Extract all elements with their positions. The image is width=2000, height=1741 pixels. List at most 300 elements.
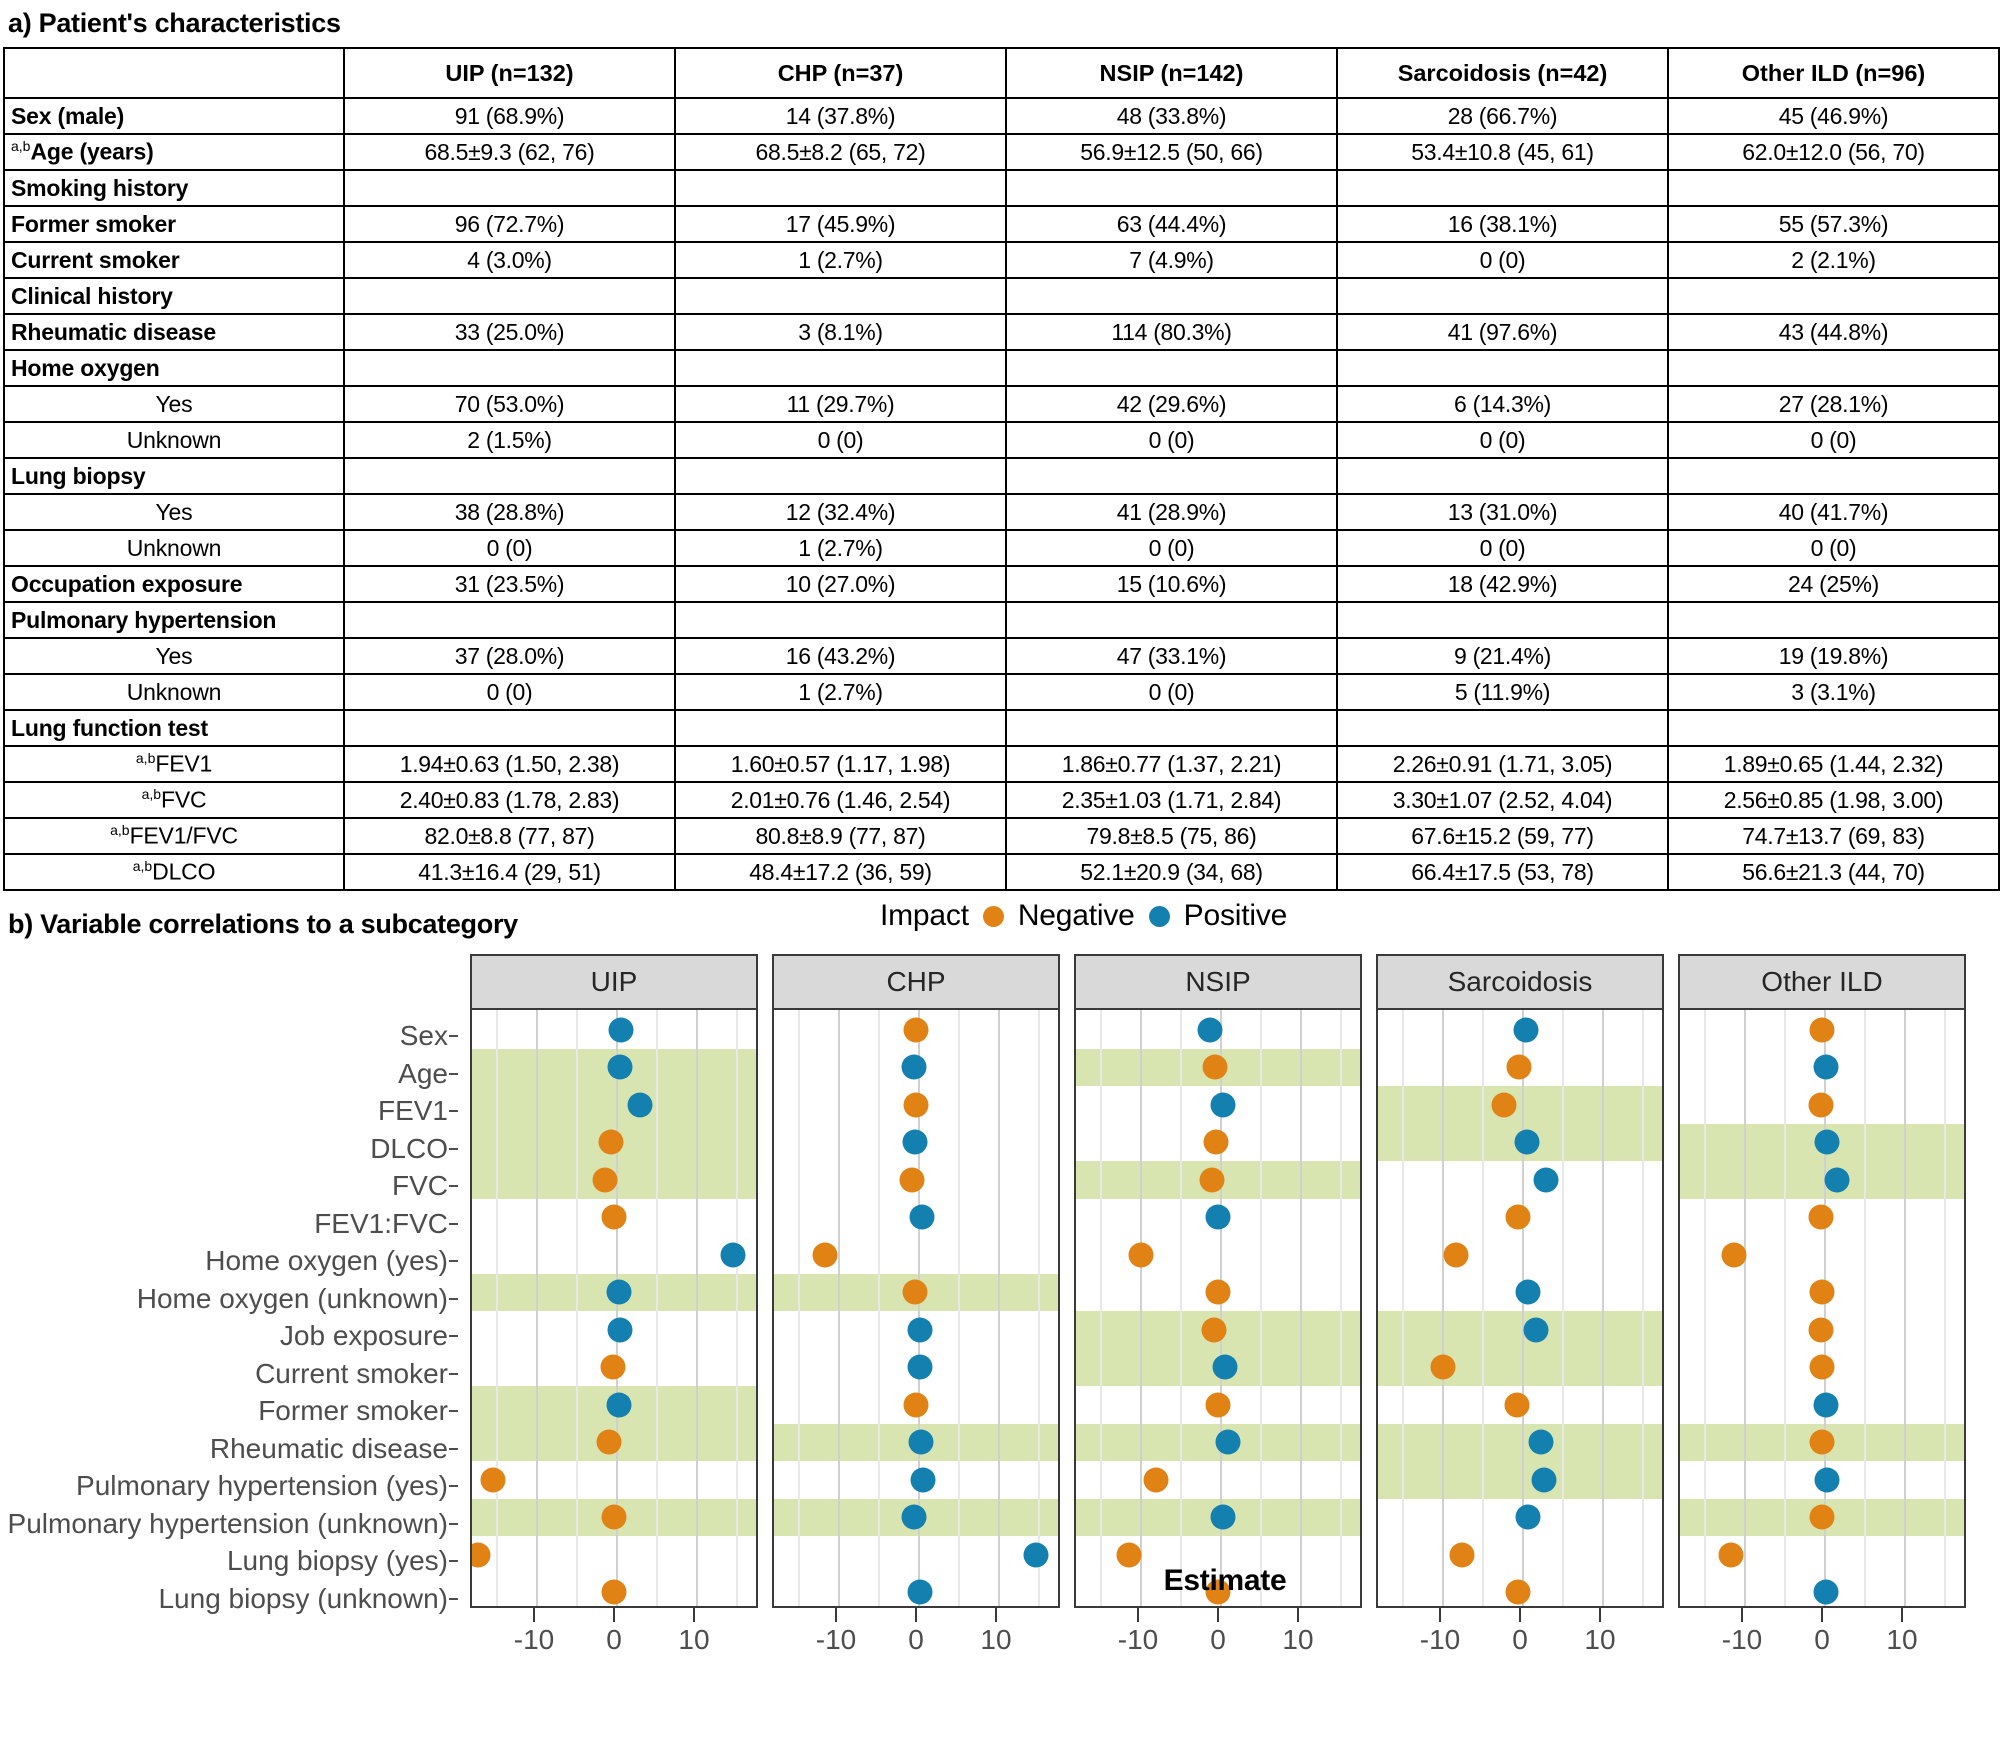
panel-b-title: b) Variable correlations to a subcategory (8, 909, 518, 939)
data-point (1506, 1205, 1531, 1230)
grid-line (798, 1010, 800, 1606)
table-cell (675, 710, 1006, 746)
data-point (1814, 1392, 1839, 1417)
data-point (1809, 1505, 1834, 1530)
row-label (4, 494, 344, 530)
y-axis-label: Sex (0, 1017, 462, 1055)
x-axis-tick (693, 1608, 695, 1622)
table-row (4, 458, 1999, 494)
row-label-text: FEV1 (155, 750, 213, 777)
grid-line (1864, 1010, 1866, 1606)
x-axis-tick-labels (1376, 1624, 1664, 1664)
data-point (1204, 1130, 1229, 1155)
table-header (4, 48, 1999, 98)
row-label (4, 458, 344, 494)
table-cell (675, 278, 1006, 314)
table-cell: 91 (68.9%) (344, 98, 675, 134)
data-point (902, 1055, 927, 1080)
table-cell: 1.89±0.65 (1.44, 2.32) (1668, 746, 1999, 782)
x-axis-tick-label: 0 (1512, 1624, 1528, 1655)
table-cell: 0 (0) (1006, 530, 1337, 566)
facet-plot-area (1678, 1008, 1966, 1608)
table-cell: 63 (44.4%) (1006, 206, 1337, 242)
data-point (903, 1092, 928, 1117)
table-cell (1337, 602, 1668, 638)
data-point (1809, 1280, 1834, 1305)
row-label-text: Current smoker (11, 246, 180, 273)
table-cell (675, 350, 1006, 386)
row-label (4, 386, 344, 422)
data-point (1444, 1242, 1469, 1267)
row-label-text: Yes (155, 498, 193, 525)
grid-line (1038, 1010, 1040, 1606)
table-cell: 79.8±8.5 (75, 86) (1006, 818, 1337, 854)
row-label-text: Clinical history (11, 282, 173, 309)
table-cell: 5 (11.9%) (1337, 674, 1668, 710)
data-point (910, 1205, 935, 1230)
data-point (1808, 1092, 1833, 1117)
x-axis-tick (1519, 1608, 1521, 1622)
table-cell: 10 (27.0%) (675, 566, 1006, 602)
data-point (599, 1130, 624, 1155)
data-point (1534, 1167, 1559, 1192)
table-header-row (4, 48, 1999, 98)
impact-legend (880, 899, 1287, 933)
table-cell: 45 (46.9%) (1668, 98, 1999, 134)
table-cell (344, 170, 675, 206)
data-point (1212, 1355, 1237, 1380)
footnote-marker: a,b (11, 138, 31, 155)
table-cell (1006, 170, 1337, 206)
table-cell: 0 (0) (1006, 422, 1337, 458)
row-label-text: Pulmonary hypertension (11, 606, 277, 633)
footnote-marker: a,b (110, 822, 130, 839)
table-cell: 41 (28.9%) (1006, 494, 1337, 530)
data-point (1492, 1092, 1517, 1117)
y-axis-label: FVC (0, 1167, 462, 1205)
table-cell: 0 (0) (1337, 422, 1668, 458)
data-point (903, 1392, 928, 1417)
highlight-band (1378, 1311, 1662, 1349)
row-label-text: Unknown (126, 426, 222, 453)
data-point (607, 1392, 632, 1417)
table-cell: 0 (0) (344, 530, 675, 566)
data-point (600, 1355, 625, 1380)
data-point (1529, 1430, 1554, 1455)
data-point (813, 1242, 838, 1267)
data-point (1516, 1505, 1541, 1530)
footnote-marker: a,b (141, 786, 162, 803)
y-axis-label: Home oxygen (yes) (0, 1242, 462, 1280)
row-label (4, 350, 344, 386)
y-axis-label: Job exposure (0, 1317, 462, 1355)
x-axis-tick-label: 10 (1886, 1624, 1918, 1655)
data-point (601, 1505, 626, 1530)
data-point (1203, 1055, 1228, 1080)
grid-line (1944, 1010, 1946, 1606)
table-row (4, 386, 1999, 422)
table-cell: 33 (25.0%) (344, 314, 675, 350)
panel-a-title: a) Patient's characteristics (8, 8, 341, 38)
table-cell: 62.0±12.0 (56, 70) (1668, 134, 1999, 170)
table-cell (1337, 458, 1668, 494)
y-axis-label: Pulmonary hypertension (yes) (0, 1467, 462, 1505)
table-cell: 37 (28.0%) (344, 638, 675, 674)
table-cell: 2.01±0.76 (1.46, 2.54) (675, 782, 1006, 818)
data-point (608, 1017, 633, 1042)
legend-negative-label: Negative (1017, 899, 1135, 932)
row-label-text: FEV1/FVC (129, 822, 238, 849)
table-cell: 0 (0) (1337, 530, 1668, 566)
x-axis-tick-labels (772, 1624, 1060, 1664)
facet-nsip (1074, 954, 1362, 1664)
row-label (4, 854, 344, 890)
table-cell (1006, 458, 1337, 494)
table-cell: 13 (31.0%) (1337, 494, 1668, 530)
facet-plot-area (1376, 1008, 1664, 1608)
table-row (4, 638, 1999, 674)
facet-strip-label: Other ILD (1678, 954, 1966, 1008)
table-cell: 1 (2.7%) (675, 242, 1006, 278)
table-row (4, 134, 1999, 170)
data-point (1524, 1317, 1549, 1342)
facet-plot-area (772, 1008, 1060, 1608)
grid-line (838, 1010, 840, 1606)
col-header-other: Other ILD (n=96) (1668, 48, 1999, 98)
col-header-uip: UIP (n=132) (344, 48, 675, 98)
row-label-text: Smoking history (11, 174, 189, 201)
data-point (1205, 1280, 1230, 1305)
table-cell: 2.35±1.03 (1.71, 2.84) (1006, 782, 1337, 818)
grid-line (1642, 1010, 1644, 1606)
data-point (1200, 1167, 1225, 1192)
row-label (4, 170, 344, 206)
data-point (1814, 1055, 1839, 1080)
row-label-text: Lung biopsy (11, 462, 146, 489)
table-cell: 2 (2.1%) (1668, 242, 1999, 278)
row-label (4, 782, 344, 818)
col-header-blank (4, 48, 344, 98)
x-axis-ticks (470, 1608, 758, 1624)
row-label-text: Home oxygen (11, 354, 160, 381)
data-point (1515, 1280, 1540, 1305)
table-row (4, 566, 1999, 602)
table-cell (1668, 710, 1999, 746)
grid-line (1442, 1010, 1444, 1606)
data-point (1211, 1092, 1236, 1117)
table-cell (1006, 278, 1337, 314)
x-axis-tick-label: 10 (1282, 1624, 1314, 1655)
table-cell (675, 458, 1006, 494)
highlight-band (1378, 1424, 1662, 1462)
table-cell: 15 (10.6%) (1006, 566, 1337, 602)
table-row (4, 350, 1999, 386)
facet-plot-area (1074, 1008, 1362, 1608)
data-point (902, 1130, 927, 1155)
grid-line (878, 1010, 880, 1606)
row-label-text: Unknown (126, 678, 222, 705)
row-label (4, 638, 344, 674)
table-cell: 16 (43.2%) (675, 638, 1006, 674)
table-cell: 2.40±0.83 (1.78, 2.83) (344, 782, 675, 818)
y-axis-label: Home oxygen (unknown) (0, 1280, 462, 1318)
table-cell: 66.4±17.5 (53, 78) (1337, 854, 1668, 890)
table-row (4, 530, 1999, 566)
grid-line (696, 1010, 698, 1606)
data-point (1514, 1017, 1539, 1042)
facet-chp (772, 954, 1060, 1664)
table-cell (1668, 458, 1999, 494)
row-label (4, 98, 344, 134)
data-point (720, 1242, 745, 1267)
table-cell (1006, 602, 1337, 638)
highlight-band (1680, 1161, 1964, 1199)
legend-negative-dot (983, 906, 1004, 927)
table-cell: 1.86±0.77 (1.37, 2.21) (1006, 746, 1337, 782)
table-row (4, 170, 1999, 206)
x-axis-ticks (1376, 1608, 1664, 1624)
table-row (4, 422, 1999, 458)
table-cell (1337, 278, 1668, 314)
data-point (607, 1280, 632, 1305)
data-point (1815, 1467, 1840, 1492)
table-cell: 27 (28.1%) (1668, 386, 1999, 422)
table-cell: 1.60±0.57 (1.17, 1.98) (675, 746, 1006, 782)
row-label-text: Occupation exposure (11, 570, 243, 597)
table-row (4, 206, 1999, 242)
data-point (1824, 1167, 1849, 1192)
x-axis-tick (1901, 1608, 1903, 1622)
facet-panels (470, 954, 1966, 1664)
data-point (1809, 1017, 1834, 1042)
grid-line (1180, 1010, 1182, 1606)
grid-line (958, 1010, 960, 1606)
x-axis-tick-label: 10 (678, 1624, 710, 1655)
table-row (4, 674, 1999, 710)
table-cell: 56.9±12.5 (50, 66) (1006, 134, 1337, 170)
table-cell: 9 (21.4%) (1337, 638, 1668, 674)
table-cell: 2 (1.5%) (344, 422, 675, 458)
col-header-nsip: NSIP (n=142) (1006, 48, 1337, 98)
table-cell: 0 (0) (1006, 674, 1337, 710)
data-point (608, 1317, 633, 1342)
table-cell (1668, 602, 1999, 638)
table-cell: 0 (0) (675, 422, 1006, 458)
table-cell: 82.0±8.8 (77, 87) (344, 818, 675, 854)
table-row (4, 278, 1999, 314)
facet-uip (470, 954, 758, 1664)
x-axis-tick-label: 0 (1210, 1624, 1226, 1655)
data-point (1505, 1392, 1530, 1417)
x-axis-tick-label: 0 (1814, 1624, 1830, 1655)
highlight-band (1378, 1461, 1662, 1499)
dot-plot-chart (0, 954, 2000, 1655)
x-axis-tick-label: -10 (1721, 1624, 1763, 1655)
table-body (4, 98, 1999, 890)
table-cell (1668, 278, 1999, 314)
x-axis-tick (1741, 1608, 1743, 1622)
y-axis-label: Lung biopsy (yes) (0, 1542, 462, 1580)
table-cell: 7 (4.9%) (1006, 242, 1337, 278)
data-point (596, 1430, 621, 1455)
facet-strip-label: NSIP (1074, 954, 1362, 1008)
table-cell: 19 (19.8%) (1668, 638, 1999, 674)
facet-plot-area (470, 1008, 758, 1608)
x-axis-tick (995, 1608, 997, 1622)
grid-line (736, 1010, 738, 1606)
row-label (4, 422, 344, 458)
table-cell: 40 (41.7%) (1668, 494, 1999, 530)
y-axis-label: DLCO (0, 1130, 462, 1168)
legend-title: Impact (880, 899, 969, 932)
footnote-marker: a,b (135, 750, 156, 767)
data-point (1815, 1130, 1840, 1155)
table-row (4, 746, 1999, 782)
x-axis-tick (1137, 1608, 1139, 1622)
row-label-text: Rheumatic disease (11, 318, 216, 345)
table-cell: 56.6±21.3 (44, 70) (1668, 854, 1999, 890)
highlight-band (1378, 1349, 1662, 1387)
x-axis-tick-labels (470, 1624, 758, 1664)
row-label (4, 710, 344, 746)
x-axis-tick-label: -10 (815, 1624, 857, 1655)
x-axis-tick (1821, 1608, 1823, 1622)
x-axis-tick-label: -10 (513, 1624, 555, 1655)
facet-strip-label: CHP (772, 954, 1060, 1008)
x-axis-tick-label: 10 (1584, 1624, 1616, 1655)
row-label (4, 566, 344, 602)
x-axis-tick (533, 1608, 535, 1622)
panel-b-variable-correlations (0, 899, 2000, 1655)
table-cell: 47 (33.1%) (1006, 638, 1337, 674)
data-point (1198, 1017, 1223, 1042)
legend-positive-dot (1149, 906, 1170, 927)
table-cell (1668, 170, 1999, 206)
table-cell: 1 (2.7%) (675, 530, 1006, 566)
x-axis-ticks (1678, 1608, 1966, 1624)
table-cell: 12 (32.4%) (675, 494, 1006, 530)
table-cell: 1 (2.7%) (675, 674, 1006, 710)
table-cell: 17 (45.9%) (675, 206, 1006, 242)
y-axis-label: FEV1:FVC (0, 1205, 462, 1243)
table-cell (344, 602, 675, 638)
table-cell: 3 (3.1%) (1668, 674, 1999, 710)
col-header-sarcoidosis: Sarcoidosis (n=42) (1337, 48, 1668, 98)
table-cell: 4 (3.0%) (344, 242, 675, 278)
y-axis-label: FEV1 (0, 1092, 462, 1130)
data-point (1808, 1205, 1833, 1230)
x-axis-tick (1297, 1608, 1299, 1622)
table-cell: 6 (14.3%) (1337, 386, 1668, 422)
row-label (4, 242, 344, 278)
table-cell (675, 602, 1006, 638)
row-label-text: Yes (155, 642, 193, 669)
y-axis-label: Lung biopsy (unknown) (0, 1580, 462, 1618)
table-cell: 74.7±13.7 (69, 83) (1668, 818, 1999, 854)
y-axis-label: Former smoker (0, 1392, 462, 1430)
table-cell (344, 350, 675, 386)
row-label-text: Sex (male) (11, 102, 125, 129)
data-point (1216, 1430, 1241, 1455)
data-point (902, 1505, 927, 1530)
data-point (910, 1467, 935, 1492)
x-axis-tick (1439, 1608, 1441, 1622)
table-cell: 1.94±0.63 (1.50, 2.38) (344, 746, 675, 782)
table-cell: 53.4±10.8 (45, 61) (1337, 134, 1668, 170)
row-label-text: FVC (161, 786, 207, 813)
table-cell: 0 (0) (1668, 530, 1999, 566)
table-cell: 114 (80.3%) (1006, 314, 1337, 350)
footnote-marker: a,b (132, 858, 153, 875)
data-point (628, 1092, 653, 1117)
y-axis-labels (0, 1017, 462, 1617)
data-point (1205, 1392, 1230, 1417)
data-point (904, 1017, 929, 1042)
table-cell: 70 (53.0%) (344, 386, 675, 422)
data-point (1808, 1317, 1833, 1342)
data-point (601, 1205, 626, 1230)
data-point (1809, 1430, 1834, 1455)
x-axis-ticks (1074, 1608, 1362, 1624)
row-label-text: DLCO (152, 858, 216, 885)
table-cell: 2.26±0.91 (1.71, 3.05) (1337, 746, 1668, 782)
row-label-text: Age (years) (30, 138, 154, 165)
table-cell: 48.4±17.2 (36, 59) (675, 854, 1006, 890)
highlight-band (1378, 1086, 1662, 1124)
grid-line (1300, 1010, 1302, 1606)
table-cell: 68.5±9.3 (62, 76) (344, 134, 675, 170)
data-point (1202, 1317, 1227, 1342)
grid-line (1562, 1010, 1564, 1606)
grid-line (1402, 1010, 1404, 1606)
row-label (4, 206, 344, 242)
grid-line (998, 1010, 1000, 1606)
table-cell: 68.5±8.2 (65, 72) (675, 134, 1006, 170)
data-point (480, 1467, 505, 1492)
grid-line (536, 1010, 538, 1606)
table-cell: 41 (97.6%) (1337, 314, 1668, 350)
data-point (1430, 1355, 1455, 1380)
x-axis-tick-label: 0 (908, 1624, 924, 1655)
grid-line (1744, 1010, 1746, 1606)
data-point (1144, 1467, 1169, 1492)
grid-line (1140, 1010, 1142, 1606)
table-cell (1668, 350, 1999, 386)
x-axis-tick (1217, 1608, 1219, 1622)
row-label (4, 314, 344, 350)
table-row (4, 710, 1999, 746)
x-axis-tick-label: -10 (1117, 1624, 1159, 1655)
data-point (1506, 1055, 1531, 1080)
table-cell: 96 (72.7%) (344, 206, 675, 242)
row-label (4, 746, 344, 782)
table-cell: 48 (33.8%) (1006, 98, 1337, 134)
table-cell (344, 278, 675, 314)
table-cell: 24 (25%) (1668, 566, 1999, 602)
y-axis-label: Pulmonary hypertension (unknown) (0, 1505, 462, 1543)
table-cell: 43 (44.8%) (1668, 314, 1999, 350)
facet-strip-label: UIP (470, 954, 758, 1008)
y-axis-label: Rheumatic disease (0, 1430, 462, 1468)
table-cell: 41.3±16.4 (29, 51) (344, 854, 675, 890)
data-point (907, 1317, 932, 1342)
row-label-text: Former smoker (11, 210, 176, 237)
x-axis-tick-label: 0 (606, 1624, 622, 1655)
table-cell: 14 (37.8%) (675, 98, 1006, 134)
grid-line (1784, 1010, 1786, 1606)
grid-line (1602, 1010, 1604, 1606)
table-row (4, 242, 1999, 278)
